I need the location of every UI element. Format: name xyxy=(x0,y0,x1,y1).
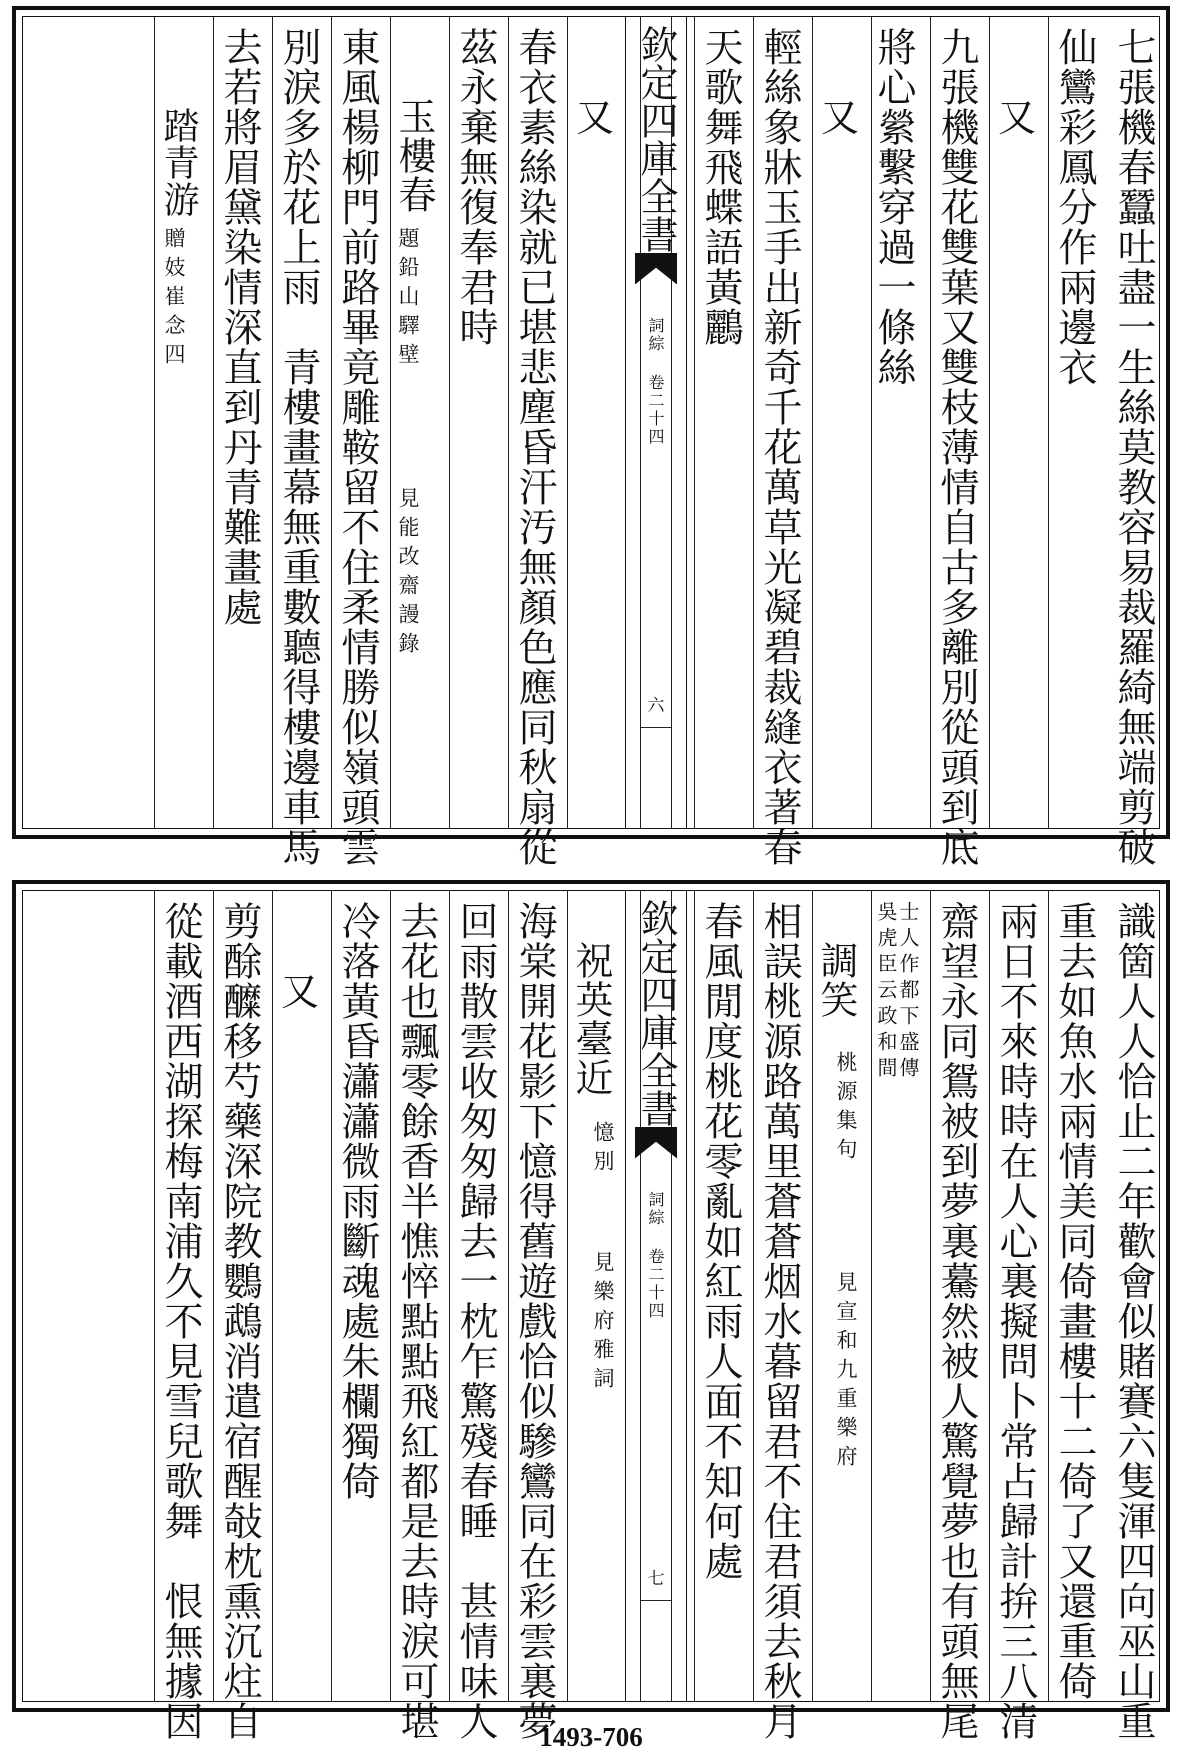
repeat-mark: 又 xyxy=(281,970,320,1014)
section-label: 詞綜 卷二十四 xyxy=(646,317,665,446)
text-column xyxy=(390,891,442,1741)
verse-line: 冷落黃昏瀟瀟微雨斷魂處朱欄獨倚 xyxy=(335,901,380,1501)
text-column xyxy=(989,17,1041,828)
top-page xyxy=(12,6,1170,867)
verse-line: 輕絲象牀玉手出新奇千花萬草光凝碧裁縫衣著春 xyxy=(757,27,802,867)
verse-line: 天歌舞飛蝶語黃鸝 xyxy=(698,27,743,347)
text-column xyxy=(871,17,923,828)
verse-line: 將心縈繫穿過一條絲 xyxy=(871,27,916,387)
verse-line: 重去如魚水兩情美同倚畫樓十二倚了又還重倚 xyxy=(1052,901,1097,1701)
tune-title: 踏青游 xyxy=(158,107,199,218)
tune-subtitle: 題鉛山驛壁 xyxy=(396,227,420,372)
repeat-mark: 又 xyxy=(821,96,860,140)
text-column xyxy=(989,891,1041,1741)
verse-line: 海棠開花影下憶得舊遊戲恰似驂鸞同在彩雲裏夢 xyxy=(512,901,557,1741)
verse-line: 九張機雙花雙葉又雙枝薄情自古多離別從頭到底 xyxy=(934,27,979,867)
text-column xyxy=(694,17,746,828)
text-column xyxy=(449,17,501,828)
tune-title: 玉樓春 xyxy=(392,97,436,214)
verse-line: 仙鸞彩鳳分作兩邊衣 xyxy=(1052,27,1097,387)
verse-line: 回雨散雲收匆匆歸去一枕乍驚殘春睡 甚情味人 xyxy=(453,901,498,1741)
tune-title: 調笑 xyxy=(814,941,858,1019)
tune-subtitle: 贈妓崔念四 xyxy=(162,227,186,372)
verse-line: 茲永棄無復奉君時 xyxy=(453,27,498,347)
text-column xyxy=(331,17,383,867)
section-label: 詞綜 卷二十四 xyxy=(646,1191,665,1320)
source-note: 見樂府雅詞 xyxy=(591,1251,615,1396)
source-note: 見宣和九重樂府 xyxy=(834,1271,858,1474)
commentary-line: 吳虎臣云政和間 xyxy=(874,901,898,1083)
text-column xyxy=(812,17,864,828)
text-column xyxy=(331,891,383,1701)
tune-subtitle: 憶別 xyxy=(591,1121,615,1179)
spine-divider xyxy=(640,1600,672,1601)
verse-line: 春衣素絲染就已堪悲塵昏汗汚無顏色應同秋扇從 xyxy=(512,27,557,867)
verse-line: 兩日不來時時在人心裏擬問卜常占歸計拚三八清 xyxy=(993,901,1038,1741)
verse-line: 別淚多於花上雨 青樓畫幕無重數聽得樓邊車馬 xyxy=(276,27,321,867)
commentary-line: 士人作都下盛傳 xyxy=(896,901,920,1083)
text-column xyxy=(930,17,982,867)
fish-tail-mark xyxy=(634,253,678,295)
text-column xyxy=(1107,17,1159,867)
verse-line: 七張機春蠶吐盡一生絲莫教容易裁羅綺無端剪破 xyxy=(1111,27,1156,867)
text-column xyxy=(1048,891,1100,1701)
book-title: 欽定四庫全書 xyxy=(634,899,678,1127)
text-column xyxy=(1048,17,1100,828)
book-title: 欽定四庫全書 xyxy=(634,25,678,253)
text-column xyxy=(753,891,805,1741)
verse-line: 齋望永同鴛被到夢裏驀然被人驚覺夢也有頭無尾 xyxy=(934,901,979,1741)
verse-line: 去若將眉黛染情深直到丹青難畫處 xyxy=(217,27,262,627)
verse-line: 去花也飄零餘香半憔悴點點飛紅都是去時淚可堪 xyxy=(394,901,439,1741)
text-column xyxy=(1107,891,1159,1741)
verse-line: 相誤桃源路萬里蒼蒼烟水暮留君不住君須去秋月 xyxy=(757,901,802,1741)
tune-title: 祝英臺近 xyxy=(569,941,613,1097)
text-column xyxy=(390,17,442,828)
text-column xyxy=(871,891,923,1701)
verse-line: 東風楊柳門前路畢竟雕鞍留不住柔情勝似嶺頭雲 xyxy=(335,27,380,867)
text-column xyxy=(753,17,805,867)
page-number: 六 xyxy=(647,696,665,716)
footer-page-code: 1493-706 xyxy=(539,1722,643,1752)
tune-subtitle: 桃源集句 xyxy=(834,1051,858,1167)
page-number: 七 xyxy=(647,1569,665,1589)
repeat-mark: 又 xyxy=(998,96,1037,140)
text-column xyxy=(272,17,324,867)
verse-line: 識箇人人恰止二年歡會似賭賽六隻渾四向巫山重 xyxy=(1111,901,1156,1741)
text-column xyxy=(213,891,265,1741)
source-note: 見能改齋謾錄 xyxy=(396,487,420,661)
verse-line: 春風閒度桃花零亂如紅雨人面不知何處 xyxy=(698,901,743,1581)
text-column xyxy=(154,891,206,1741)
text-column xyxy=(213,17,265,828)
page-spine xyxy=(625,891,687,1701)
text-column xyxy=(694,891,746,1701)
text-column xyxy=(272,891,324,1701)
spine-divider xyxy=(640,727,672,728)
text-column xyxy=(508,891,560,1741)
page-spine xyxy=(625,17,687,828)
text-column xyxy=(567,891,619,1701)
verse-line: 剪酴醾移芍藥深院教鸚鵡消遣宿醒敧枕熏沉炷自 xyxy=(217,901,262,1741)
repeat-mark: 又 xyxy=(576,96,615,140)
text-column xyxy=(567,17,619,828)
text-column xyxy=(812,891,864,1701)
text-column xyxy=(930,891,982,1741)
text-column xyxy=(449,891,501,1741)
verse-line: 從載酒西湖探梅南浦久不見雪兒歌舞 恨無據因 xyxy=(158,901,203,1741)
text-column xyxy=(154,17,206,828)
top-page-frame xyxy=(22,16,1160,867)
text-column xyxy=(508,17,560,867)
fish-tail-mark xyxy=(634,1127,678,1169)
